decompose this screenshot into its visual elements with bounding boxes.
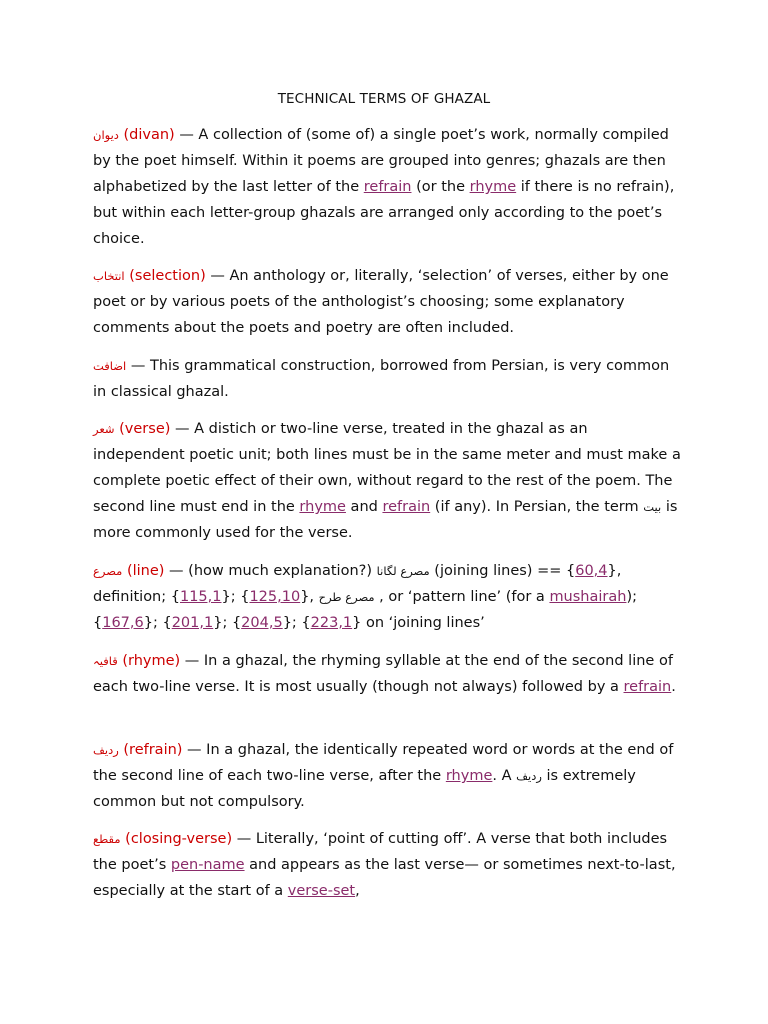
arabic-term: قافیہ bbox=[93, 654, 118, 668]
entry-text: } on ‘joining lines’ bbox=[352, 615, 485, 631]
entry-text: }; { bbox=[213, 615, 242, 631]
reference-link[interactable]: 115,1 bbox=[179, 589, 222, 605]
entry-text: — A distich or two-line verse, treated in the ghazal as an independent poetic unit; both lines must be in the same meter and must make a complete poetic effect of their own, without regard to the rest of the poem. The second line must end in the bbox=[93, 421, 681, 515]
entry-text: , bbox=[355, 883, 360, 899]
entry-text: (or the bbox=[411, 179, 470, 195]
entry-text: and appears as the last verse— or sometimes next-to-last, especially at the start of a bbox=[93, 857, 676, 899]
entry-text: — This grammatical construction, borrowed from Persian, is very common in classical ghazal. bbox=[93, 358, 670, 400]
arabic-word: بیت bbox=[643, 500, 662, 514]
entry-text: and bbox=[345, 499, 383, 515]
entry-text: — In a ghazal, the identically repeated word or words at the end of the second line of each two-line verse, after the bbox=[93, 742, 674, 784]
link-rhyme[interactable]: rhyme bbox=[299, 499, 346, 515]
term-heading: (refrain) bbox=[123, 742, 183, 758]
arabic-term: ردیف bbox=[93, 743, 119, 757]
term-heading: (rhyme) bbox=[122, 653, 181, 669]
term-heading: (divan) bbox=[123, 127, 175, 143]
link-refrain[interactable]: refrain bbox=[363, 179, 412, 195]
page-title: TECHNICAL TERMS OF GHAZAL bbox=[277, 91, 491, 107]
reference-link[interactable]: 204,5 bbox=[241, 615, 283, 631]
entry-text: ); { bbox=[93, 589, 637, 631]
entry-text: if there is no refrain), but within each letter-group ghazals are arranged only according to the poet’s choice. bbox=[93, 179, 675, 247]
term-heading: (line) bbox=[126, 563, 165, 579]
link-verse-set[interactable]: verse-set bbox=[287, 883, 356, 899]
link-rhyme[interactable]: rhyme bbox=[469, 179, 517, 195]
entry-divan bbox=[93, 122, 683, 252]
link-mushairah[interactable]: mushairah bbox=[549, 589, 627, 605]
entry-text: (joining lines) == { bbox=[429, 563, 576, 579]
arabic-term: دیوان bbox=[93, 128, 119, 142]
entry-rhyme bbox=[93, 648, 683, 700]
entry-text: is more commonly used for the verse. bbox=[93, 499, 678, 541]
entry-text: }; { bbox=[282, 615, 311, 631]
entry-text: — A collection of (some of) a single poet’s work, normally compiled by the poet himself. Within it poems are grouped into genres; ghazals are then alphabetized by the last letter of the bbox=[93, 127, 669, 195]
link-refrain[interactable]: refrain bbox=[382, 499, 431, 515]
entry-selection bbox=[93, 263, 683, 341]
entry-text: }; { bbox=[143, 615, 172, 631]
entry-text: }; { bbox=[221, 589, 250, 605]
entry-verse bbox=[93, 416, 683, 546]
reference-link[interactable]: 167,6 bbox=[102, 615, 144, 631]
arabic-term: اضافت bbox=[93, 359, 127, 373]
entry-line bbox=[93, 558, 683, 636]
link-rhyme[interactable]: rhyme bbox=[445, 768, 493, 784]
arabic-term: مقطع bbox=[93, 832, 121, 846]
term-heading: (closing-verse) bbox=[125, 831, 233, 847]
reference-link[interactable]: 201,1 bbox=[171, 615, 214, 631]
arabic-phrase: مصرع طرح bbox=[318, 590, 375, 604]
arabic-phrase: مصرع لگانا bbox=[376, 564, 430, 578]
entry-text: }, definition; { bbox=[93, 563, 622, 605]
arabic-term: مصرع bbox=[93, 564, 123, 578]
entry-text: , or ‘pattern line’ (for a bbox=[374, 589, 550, 605]
entry-izafat bbox=[93, 353, 683, 405]
arabic-term: شعر bbox=[93, 422, 115, 436]
entry-closing-verse bbox=[93, 826, 683, 904]
arabic-term: انتخاب bbox=[93, 269, 125, 283]
entry-text: is extremely common but not compulsory. bbox=[93, 768, 636, 810]
term-heading: (verse) bbox=[119, 421, 171, 437]
entry-text: (if any). In Persian, the term bbox=[430, 499, 644, 515]
entry-text: . A bbox=[492, 768, 517, 784]
entry-text: — (how much explanation?) bbox=[164, 563, 377, 579]
reference-link[interactable]: 125,10 bbox=[249, 589, 301, 605]
entry-text: }, bbox=[300, 589, 319, 605]
entry-text: — An anthology or, literally, ‘selection’ of verses, either by one poet or by various poets of the anthologist’s choosing; some explanatory comments about the poets and poetry are often included. bbox=[93, 268, 669, 336]
link-pen-name[interactable]: pen-name bbox=[170, 857, 245, 873]
entry-text: . bbox=[671, 679, 676, 695]
arabic-word: ردیف bbox=[516, 769, 542, 783]
entry-text: — Literally, ‘point of cutting off’. A verse that both includes the poet’s bbox=[93, 831, 668, 873]
reference-link[interactable]: 60,4 bbox=[575, 563, 608, 579]
link-refrain[interactable]: refrain bbox=[623, 679, 672, 695]
reference-link[interactable]: 223,1 bbox=[310, 615, 353, 631]
entry-text: — In a ghazal, the rhyming syllable at the end of the second line of each two-line verse. It is most usually (though not always) followed by a bbox=[93, 653, 673, 695]
entry-refrain bbox=[93, 737, 683, 815]
term-heading: (selection) bbox=[129, 268, 206, 284]
